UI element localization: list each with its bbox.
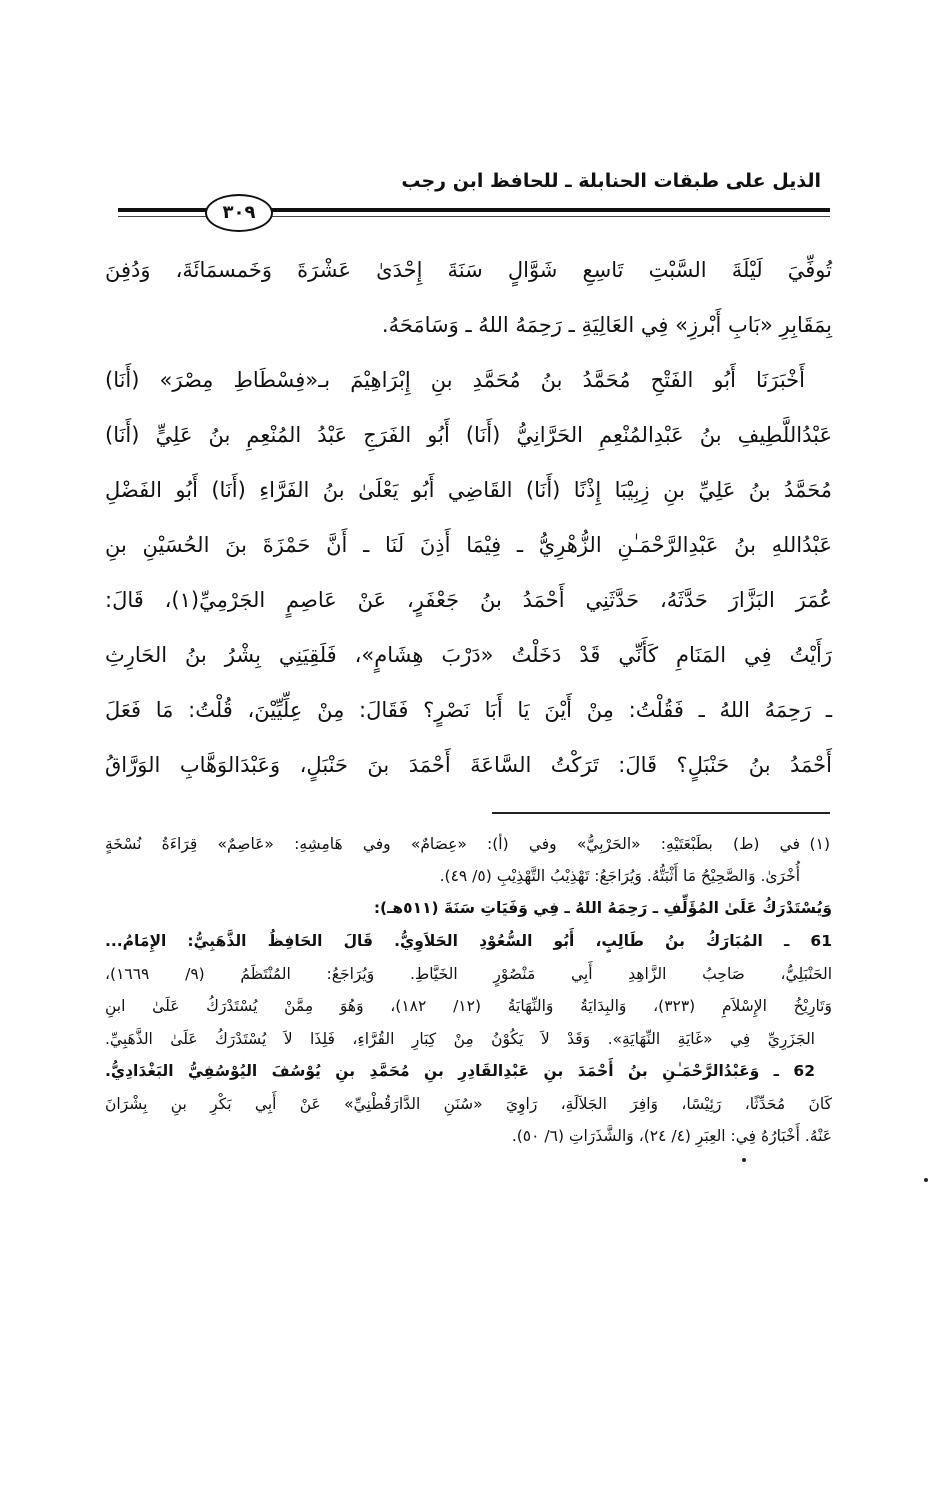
header-rule-right (270, 208, 830, 212)
footnote-line: أُخْرَىٰ. وَالصَّحِيْحُ مَا أَثْبَتُّهُ. وَيُرَاجَعُ: تَهْذِيْبُ التَّهْذِيْبِ (٥/ ٤٩). (439, 867, 800, 885)
main-line: عُمَرَ البَزَّارَ حَدَّثَهُ، حَدَّثَنِي أَحْمَدُ بنُ جَعْفَرٍ، عَنْ عَاصِمٍ الجَرْمِيِّ(١)، قَالَ: (105, 588, 832, 612)
main-line: رَأَيْتُ فِي المَنَامِ كَأَنِّي قَدْ دَخَلْتُ «دَرْبَ هِشَامٍ»، فَلَقِيَنِي بِشْرُ بنُ الحَارِثِ (105, 643, 832, 667)
main-line: تُوفِّيَ لَيْلَةَ السَّبْتِ تَاسِعِ شَوَّالٍ سَنَةَ إِحْدَىٰ عَشْرَةَ وَخَمسمَائَةَ، وَدُفِنَ (105, 258, 832, 282)
main-line: عَبْدُاللهِ بنُ عَبْدِالرَّحْمَـٰنِ الزُّهْرِيُّ ـ فِيْمَا أَذِنَ لَنَا ـ أَنَّ حَمْزَةَ بنَ الحُسَيْنِ بنِ (105, 533, 832, 557)
header-rule-left (118, 208, 208, 212)
footnote-line: وَتَارِيْخُ الإِسْلاَمِ (٣٢٣)، وَالبِدَايَةُ وَالنِّهَايَةُ (١٢/ ١٨٢)، وَهُوَ مِمَّنْ يُسْتَدْرَكُ عَلَىٰ ابنِ (105, 997, 832, 1015)
main-line: أَحْمَدُ بنُ حَنْبَلٍ؟ قَالَ: تَرَكْتُ السَّاعَةَ أَحْمَدَ بنَ حَنْبَلٍ، وَعَبْدَالوَهَّابِ الوَرَّاقُ (105, 753, 832, 777)
scan-speck (924, 1178, 928, 1182)
running-header: الذيل على طبقات الحنابلة ـ للحافظ ابن رجب (401, 170, 821, 192)
scan-speck (742, 1158, 746, 1162)
footnote-line: الجَزَرِيِّ فِي «غَايَةِ النِّهَايَةِ». وَقَدْ لاَ يَكُوْنُ مِنْ كِبَارِ القُرَّاءِ، فَلِذَا لاَ يُسْتَدْرَكُ عَلَىٰ الذَّهَبِيِّ. (105, 1030, 815, 1048)
footnote-line: عَنْهُ. أَخْبَارُهُ فِي: العِبَرِ (٤/ ٢٤)، وَالشَّذَرَاتِ (٦/ ٥٠). (511, 1127, 832, 1145)
footnote-line: وَيُسْتَدْرَكُ عَلَىٰ المُؤَلِّفِ ـ رَحِمَهُ اللهُ ـ فِي وَفَيَاتِ سَنَةَ (٥١١هـ): (373, 899, 832, 917)
footnote-line: الحَنْبَلِيُّ، صَاحِبُ الزَّاهِدِ أَبِي مَنْصُوْرٍ الخَيَّاطِ. وَيُرَاجَعُ: المُنْتَظَمُ (٩/ ١٦٦٩)، (105, 965, 832, 983)
main-line: ـ رَحِمَهُ اللهُ ـ فَقُلْتُ: مِنْ أَيْنَ يَا أَبَا نَصْرٍ؟ فَقَالَ: مِنْ عِلِّيِّيْنَ، قُلْتُ: مَا فَعَلَ (105, 698, 832, 722)
main-line: أَخْبَرَنَا أَبُو الفَتْحِ مُحَمَّدُ بنُ مُحَمَّدِ بنِ إِبْرَاهِيْمَ بـ«فِسْطَاطِ مِصْرَ» (أَنَا) (105, 368, 805, 392)
footnote-marker: (١) (809, 835, 830, 853)
main-line: عَبْدُاللَّطِيفِ بنُ عَبْدِالمُنْعِمِ الحَرَّانِيُّ (أَنَا) أَبُو الفَرَجِ عَبْدُ المُنْعِمِ بنُ عَلِيٍّ (أَنَا) (105, 423, 832, 447)
footnote-line: 62 ـ وَعَبْدُالرَّحْمَـٰنِ بنُ أَحْمَدَ بنِ عَبْدِالقَادِرِ بنِ مُحَمَّدِ بنِ يُوْسُفَ اليُوْسُفِيُّ البَغْدَادِيُّ. (105, 1062, 815, 1080)
main-line: مُحَمَّدُ بنُ عَلِيِّ بنِ زِبِيْبَا إِذْنًا (أَنَا) القَاضِي أَبُو يَعْلَىٰ بنُ الفَرَّاءِ (أَنَا) أَبُو الفَضْلِ (105, 478, 832, 502)
footnote-line: في (ط) بطَبْعَتَيْهِ: «الحَرْبِيُّ» وفي (أ): «عِصَامٌ» وفي هَامِشِهِ: «عَاصِمٌ» قِرَاءَةُ نُسْخَةٍ (105, 835, 800, 853)
footnote-line: كَانَ مُحَدِّثًا، رَئِيْسًا، وَافِرَ الجَلاَلَةِ، رَاوِيَ «سُنَنِ الدَّارَقُطْنِيِّ» عَنْ أَبِي بَكْرِ بنِ بِشْرَانَ (105, 1095, 832, 1113)
page-number: ٣٠٩ (205, 194, 273, 232)
footnote-separator (492, 812, 830, 814)
footnote-line: 61 ـ المُبَارَكُ بنُ طَالِبٍ، أَبُو السُّعُوْدِ الحَلاَوِيُّ. قَالَ الحَافِظُ الذَّهَبِيُّ: الإِمَامُ... (105, 932, 832, 950)
main-line: بِمَقَابِرِ «بَابِ أَبْرزِ» فِي العَالِيَةِ ـ رَحِمَهُ اللهُ ـ وَسَامَحَهُ. (381, 313, 832, 337)
